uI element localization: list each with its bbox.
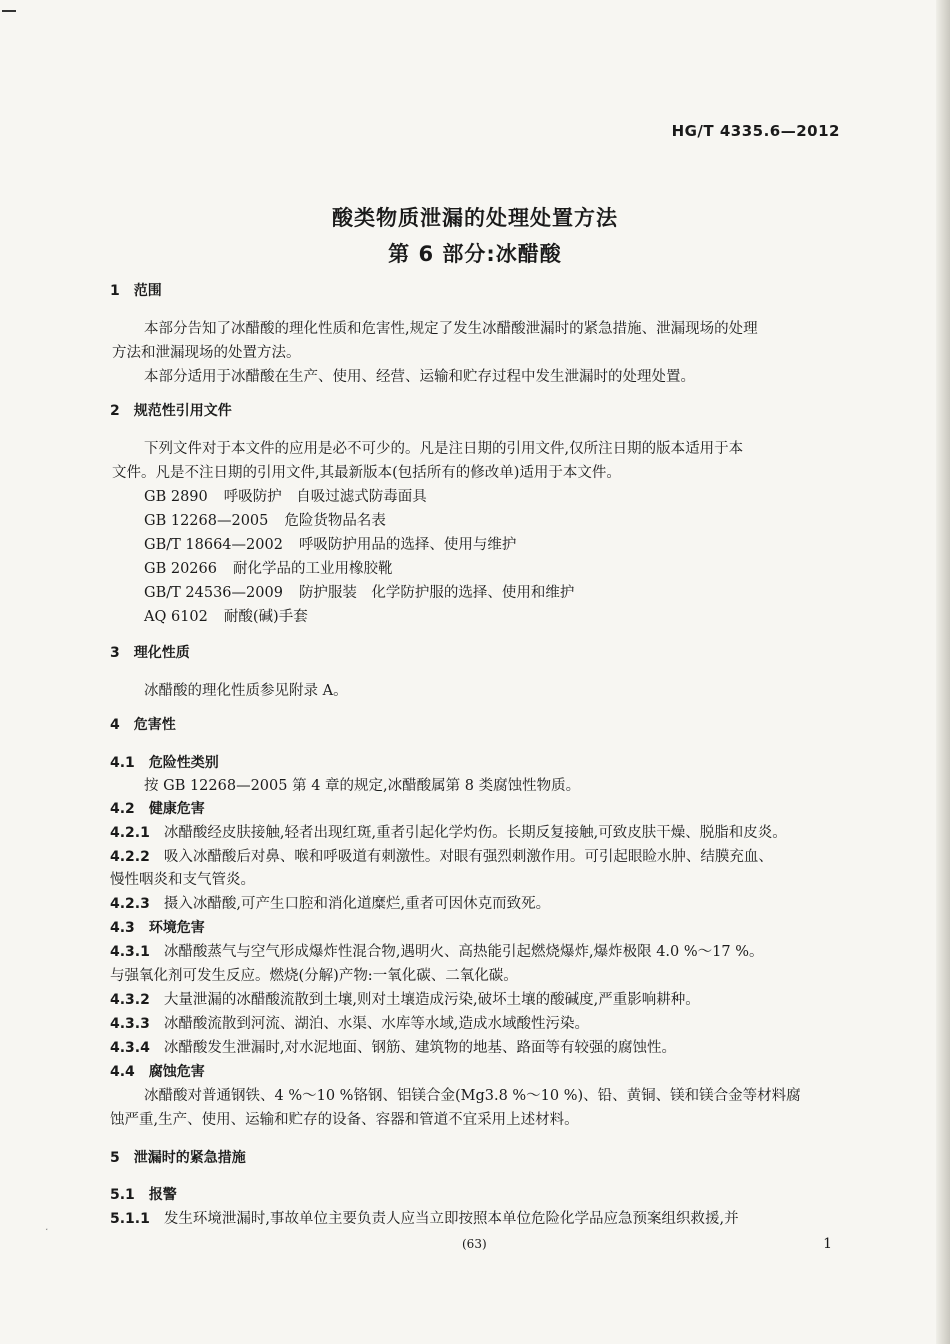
section-1-heading <box>110 281 162 301</box>
subsection-4-3-heading <box>110 918 205 938</box>
paragraph: 本部分告知了冰醋酸的理化性质和危害性,规定了发生冰醋酸泄漏时的紧急措施、泄漏现场的处理 <box>144 321 758 337</box>
sheet-number: (63) <box>462 1237 487 1251</box>
clause-text: 冰醋酸经皮肤接触,轻者出现红斑,重者引起化学灼伤。长期反复接触,可致皮肤干燥、脱脂和皮炎。 <box>163 825 787 841</box>
paragraph: 按 GB 12268—2005 第 4 章的规定,冰醋酸属第 8 类腐蚀性物质。 <box>144 778 581 794</box>
reference-item <box>144 583 574 603</box>
paragraph: 方法和泄漏现场的处置方法。 <box>112 345 301 361</box>
subsection-title: 健康危害 <box>148 801 205 817</box>
reference-item <box>144 535 516 555</box>
subsection-title: 危险性类别 <box>148 755 219 771</box>
reference-code: AQ 6102 <box>144 609 208 625</box>
scan-artifact-mark: ⸼ <box>46 1221 49 1231</box>
doc-subtitle: 第 6 部分:冰醋酸 <box>388 242 562 266</box>
section-number: 4 <box>110 717 120 733</box>
clause-4-2-3 <box>110 894 550 914</box>
subsection-number: 5.1 <box>110 1187 135 1203</box>
clause-text-continued: 与强氧化剂可发生反应。燃烧(分解)产物:一氧化碳、二氧化碳。 <box>110 968 518 984</box>
section-title: 规范性引用文件 <box>133 403 232 419</box>
clause-number: 4.3.1 <box>110 944 150 960</box>
clause-number: 4.2.1 <box>110 825 150 841</box>
clause-5-1-1 <box>110 1209 739 1229</box>
section-number: 1 <box>110 283 120 299</box>
standard-code: HG/T 4335.6—2012 <box>671 122 840 140</box>
clause-text: 发生环境泄漏时,事故单位主要负责人应当立即按照本单位危险化学品应急预案组织救援,并 <box>163 1211 739 1227</box>
paragraph: 冰醋酸的理化性质参见附录 A。 <box>144 683 348 699</box>
clause-4-3-1 <box>110 942 763 962</box>
section-4-heading <box>110 715 176 735</box>
reference-title: 呼吸防护 自吸过滤式防毒面具 <box>223 489 427 505</box>
reference-title: 耐化学品的工业用橡胶靴 <box>232 561 393 577</box>
reference-code: GB 2890 <box>144 489 208 505</box>
reference-item <box>144 487 427 507</box>
clause-number: 4.2.2 <box>110 849 150 865</box>
paragraph: 蚀严重,生产、使用、运输和贮存的设备、容器和管道不宜采用上述材料。 <box>110 1112 579 1128</box>
reference-item <box>144 511 386 531</box>
section-number: 2 <box>110 403 120 419</box>
subsection-title: 报警 <box>148 1187 177 1203</box>
corner-mark <box>2 10 16 12</box>
section-5-heading <box>110 1148 246 1168</box>
clause-number: 5.1.1 <box>110 1211 150 1227</box>
subsection-4-4-heading <box>110 1062 205 1082</box>
paragraph: 本部分适用于冰醋酸在生产、使用、经营、运输和贮存过程中发生泄漏时的处理处置。 <box>144 369 695 385</box>
paragraph: 下列文件对于本文件的应用是必不可少的。凡是注日期的引用文件,仅所注日期的版本适用于本 <box>144 441 744 457</box>
paragraph: 冰醋酸对普通钢铁、4 %～10 %铬钢、铝镁合金(Mg3.8 %～10 %)、铅、黄铜、镁和镁合金等材料腐 <box>144 1088 801 1104</box>
reference-title: 危险货物品名表 <box>284 513 386 529</box>
section-title: 范围 <box>133 283 162 299</box>
subsection-4-2-heading <box>110 799 205 819</box>
doc-title: 酸类物质泄漏的处理处置方法 <box>332 206 618 230</box>
section-number: 5 <box>110 1150 120 1166</box>
clause-4-3-2 <box>110 990 700 1010</box>
subsection-number: 4.2 <box>110 801 135 817</box>
subsection-number: 4.4 <box>110 1064 135 1080</box>
section-title: 理化性质 <box>133 645 190 661</box>
reference-code: GB 12268—2005 <box>144 513 269 529</box>
reference-title: 耐酸(碱)手套 <box>223 609 308 625</box>
subsection-5-1-heading <box>110 1185 177 1205</box>
clause-text: 摄入冰醋酸,可产生口腔和消化道糜烂,重者可因休克而致死。 <box>163 896 551 912</box>
subsection-number: 4.1 <box>110 755 135 771</box>
clause-4-2-1 <box>110 823 787 843</box>
reference-title: 防护服装 化学防护服的选择、使用和维护 <box>298 585 575 601</box>
reference-code: GB/T 18664—2002 <box>144 537 283 553</box>
clause-text: 冰醋酸发生泄漏时,对水泥地面、钢筋、建筑物的地基、路面等有较强的腐蚀性。 <box>163 1040 676 1056</box>
clause-number: 4.3.4 <box>110 1040 150 1056</box>
clause-text: 吸入冰醋酸后对鼻、喉和呼吸道有刺激性。对眼有强烈刺激作用。可引起眼睑水肿、结膜充血、 <box>163 849 773 865</box>
clause-text: 大量泄漏的冰醋酸流散到土壤,则对土壤造成污染,破坏土壤的酸碱度,严重影响耕种。 <box>163 992 700 1008</box>
reference-title: 呼吸防护用品的选择、使用与维护 <box>298 537 517 553</box>
section-number: 3 <box>110 645 120 661</box>
clause-text: 冰醋酸流散到河流、湖泊、水渠、水库等水域,造成水域酸性污染。 <box>163 1016 589 1032</box>
section-title: 危害性 <box>133 717 176 733</box>
clause-number: 4.3.3 <box>110 1016 150 1032</box>
clause-4-3-4 <box>110 1038 676 1058</box>
clause-4-2-2 <box>110 847 773 867</box>
section-3-heading <box>110 643 190 663</box>
section-title: 泄漏时的紧急措施 <box>133 1150 246 1166</box>
section-2-heading <box>110 401 232 421</box>
clause-number: 4.2.3 <box>110 896 150 912</box>
clause-text: 冰醋酸蒸气与空气形成爆炸性混合物,遇明火、高热能引起燃烧爆炸,爆炸极限 4.0 %～17 %。 <box>163 944 764 960</box>
page-number: 1 <box>823 1236 832 1252</box>
subsection-title: 腐蚀危害 <box>148 1064 205 1080</box>
clause-text-continued: 慢性咽炎和支气管炎。 <box>110 872 255 888</box>
clause-number: 4.3.2 <box>110 992 150 1008</box>
clause-4-3-3 <box>110 1014 589 1034</box>
reference-item <box>144 607 308 627</box>
reference-code: GB/T 24536—2009 <box>144 585 283 601</box>
paragraph: 文件。凡是不注日期的引用文件,其最新版本(包括所有的修改单)适用于本文件。 <box>112 465 621 481</box>
subsection-title: 环境危害 <box>148 920 205 936</box>
reference-code: GB 20266 <box>144 561 217 577</box>
subsection-number: 4.3 <box>110 920 135 936</box>
subsection-4-1-heading <box>110 753 219 773</box>
reference-item <box>144 559 392 579</box>
